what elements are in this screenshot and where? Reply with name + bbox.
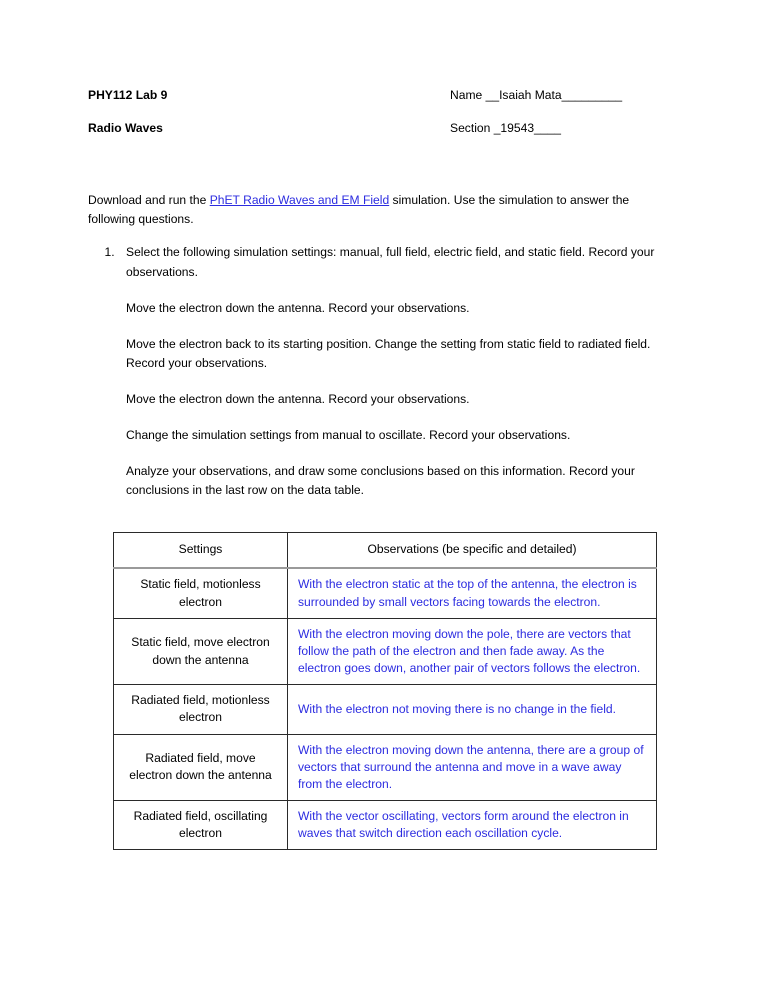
intro-text-after-link: simulation. Use the simulation to answer the following questions. [88,193,630,227]
observations-table-wrapper [88,532,680,850]
cell-settings: Radiated field, move electron down the antenna [114,734,288,801]
sub-paragraph-3: Move the electron down the antenna. Record your observations. [126,391,470,406]
column-header-observations: Observations (be specific and detailed) [288,533,657,569]
cell-settings: Radiated field, oscillating electron [114,801,288,850]
phet-simulation-link[interactable]: PhET Radio Waves and EM Field [209,193,390,208]
sub-paragraph-2: Move the electron back to its starting position. Change the setting from static field to radiated field. Record your observations. [126,336,651,370]
lab-title: Radio Waves [88,121,163,136]
section-field: Section _19543____ [450,121,561,136]
intro-paragraph [88,191,662,229]
column-header-settings: Settings [114,533,288,569]
header-row-course [88,88,680,103]
sub-paragraph-4: Change the simulation settings from manual to oscillate. Record your observations. [126,427,571,442]
question-item-1: 1. Select the following simulation settings: manual, full field, electric field, and static field. Record your observations. [118,243,666,281]
cell-observations[interactable]: With the electron not moving there is no change in the field. [288,685,657,734]
cell-observations[interactable]: With the electron static at the top of the antenna, the electron is surrounded by small vectors facing towards the electron. [288,568,657,618]
table-row [114,685,657,734]
intro-text-before-link: Download and run the [88,193,210,208]
cell-observations[interactable]: With the vector oscillating, vectors form around the electron in waves that switch direction each oscillation cycle. [288,801,657,850]
cell-observations[interactable]: With the electron moving down the pole, there are vectors that follow the path of the electron and then fade away. As the electron goes down, another pair of vectors follows the electron. [288,618,657,685]
course-lab-title: PHY112 Lab 9 [88,88,168,102]
cell-settings: Static field, motionless electron [114,568,288,618]
sub-paragraph-group [126,299,680,501]
table-row [114,568,657,618]
sub-paragraph-1: Move the electron down the antenna. Record your observations. [126,300,470,315]
table-head [114,533,657,569]
cell-settings: Static field, move electron down the antenna [114,618,288,685]
question-list [88,243,680,281]
name-field: Name __Isaiah Mata_________ [450,88,623,102]
header-row-lab [88,121,680,136]
table-body [114,568,657,850]
sub-paragraph-5: Analyze your observations, and draw some conclusions based on this information. Record your conclusions in the last row on the data table. [126,464,635,498]
table-header-row [114,533,657,569]
cell-observations[interactable]: With the electron moving down the antenna, there are a group of vectors that surround the antenna and move in a wave away from the electron. [288,734,657,801]
observations-table [113,532,657,850]
table-row [114,734,657,801]
table-row [114,618,657,685]
table-row [114,801,657,850]
cell-settings: Radiated field, motionless electron [114,685,288,734]
